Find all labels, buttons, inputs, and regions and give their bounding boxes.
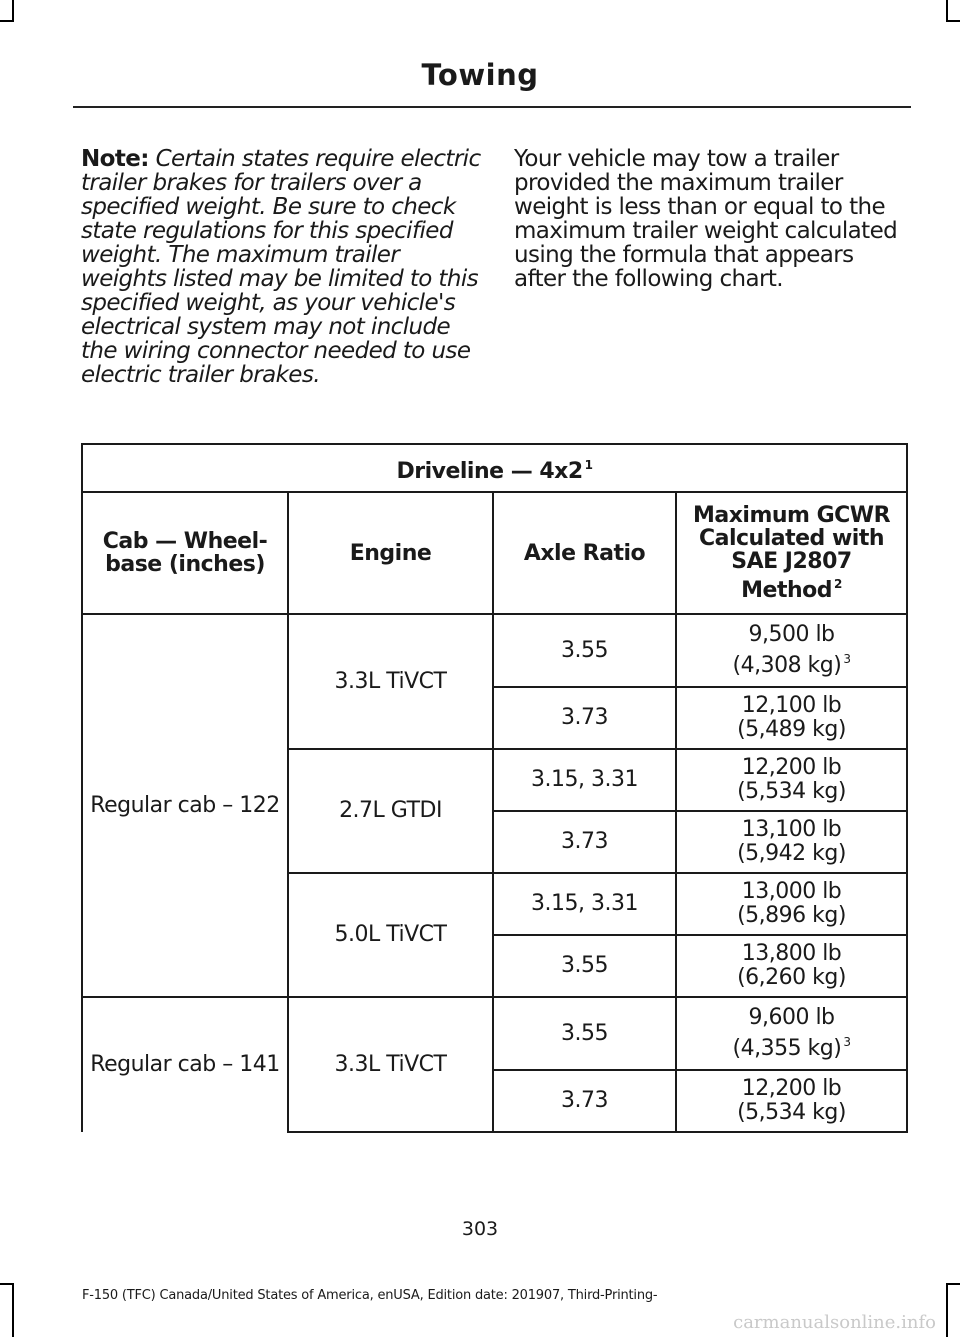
- gcwr-cell: 13,000 lb (5,896 kg): [676, 873, 907, 935]
- footer-edition-info: F-150 (TFC) Canada/United States of America, enUSA, Edition date: 201907, Third-Printing-: [82, 1288, 658, 1303]
- gcwr-cell: 12,200 lb (5,534 kg): [676, 1070, 907, 1132]
- note-text: Certain states require electric trailer brakes for trailers over a specified weight. Be sure to check state regulations for this specified weight. The maximum trailer weights listed may be limited to this specified weight, as your vehicle's electrical system may not include the wiring connector needed to use electric trailer brakes.: [81, 146, 481, 388]
- axle-cell: 3.15, 3.31: [493, 749, 676, 811]
- axle-cell: 3.55: [493, 997, 676, 1070]
- header-cab: Cab — Wheel-base (inches): [82, 492, 288, 614]
- gcwr-cell: 12,100 lb (5,489 kg): [676, 687, 907, 749]
- table-row: [82, 997, 907, 1070]
- engine-cell: 5.0L TiVCT: [288, 873, 493, 997]
- axle-cell: 3.55: [493, 935, 676, 997]
- gcwr-cell: 9,600 lb (4,355 kg) $^3$: [676, 997, 907, 1070]
- crop-mark: [12, 0, 14, 22]
- gcwr-cell: 12,200 lb (5,534 kg): [676, 749, 907, 811]
- table-caption: Driveline — 4x2 $^1$: [82, 444, 907, 492]
- gcwr-table: [81, 443, 908, 1133]
- crop-mark: [12, 1283, 14, 1337]
- header-max-gcwr: Maximum GCWR Calculated with SAE J2807 Method $^2$: [676, 492, 907, 614]
- gcwr-cell: 13,800 lb (6,260 kg): [676, 935, 907, 997]
- watermark: carmanualsonline.info: [733, 1312, 936, 1333]
- crop-mark: [946, 0, 948, 22]
- axle-cell: 3.73: [493, 811, 676, 873]
- crop-mark: [0, 1283, 14, 1285]
- axle-cell: 3.73: [493, 1070, 676, 1132]
- gcwr-cell: 13,100 lb (5,942 kg): [676, 811, 907, 873]
- axle-cell: 3.55: [493, 614, 676, 687]
- engine-cell: 2.7L GTDI: [288, 749, 493, 873]
- note-paragraph: [81, 147, 486, 387]
- page-number: 303: [461, 1218, 499, 1240]
- page-title: Towing: [421, 58, 539, 92]
- gcwr-cell: 9,500 lb (4,308 kg) $^3$: [676, 614, 907, 687]
- header-axle-ratio: Axle Ratio: [493, 492, 676, 614]
- table-row: [82, 614, 907, 687]
- header-engine: Engine: [288, 492, 493, 614]
- crop-mark: [0, 20, 14, 22]
- header-divider: [73, 106, 911, 108]
- crop-mark: [946, 1283, 960, 1285]
- cab-cell: Regular cab – 141: [82, 997, 288, 1132]
- engine-cell: 3.3L TiVCT: [288, 614, 493, 749]
- engine-cell: 3.3L TiVCT: [288, 997, 493, 1132]
- crop-mark: [946, 1283, 948, 1337]
- axle-cell: 3.73: [493, 687, 676, 749]
- note-label: Note:: [81, 146, 149, 172]
- table-header-row: [82, 492, 907, 614]
- axle-cell: 3.15, 3.31: [493, 873, 676, 935]
- intro-paragraph: Your vehicle may tow a trailer provided the maximum trailer weight is less than or equal to the maximum trailer weight calculated using the formula that appears after the following chart.: [514, 146, 898, 292]
- crop-mark: [946, 20, 960, 22]
- cab-cell: Regular cab – 122: [82, 614, 288, 997]
